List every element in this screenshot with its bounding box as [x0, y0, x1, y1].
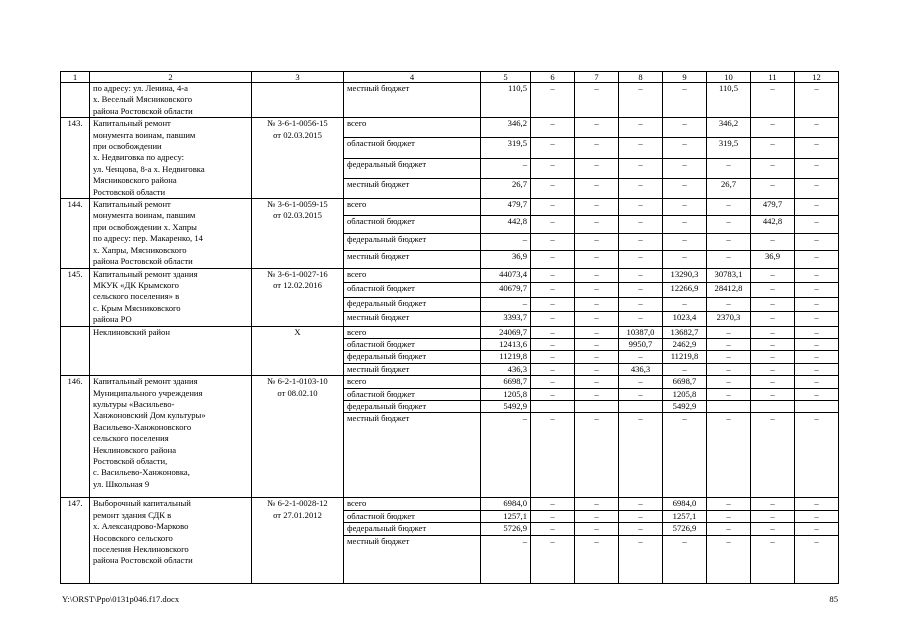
amount-cell: –: [575, 510, 619, 522]
amount-cell: –: [619, 283, 663, 298]
amount-cell: 436,3: [619, 363, 663, 375]
amount-cell: 28412,8: [707, 283, 751, 298]
amount-cell: 6698,7: [481, 376, 531, 388]
amount-cell: –: [531, 233, 575, 250]
amount-cell: 1257,1: [481, 510, 531, 522]
file-path: Y:\ORST\Ppo\0131p046.f17.docx: [62, 594, 180, 604]
amount-cell: –: [751, 268, 795, 283]
amount-cell: –: [531, 363, 575, 375]
amount-cell: –: [575, 535, 619, 583]
amount-cell: –: [707, 376, 751, 388]
amount-cell: –: [795, 338, 839, 350]
amount-cell: 3393,7: [481, 312, 531, 327]
amount-cell: –: [531, 338, 575, 350]
amount-cell: –: [751, 413, 795, 498]
amount-cell: 13682,7: [663, 326, 707, 338]
header-cell-2: 2: [90, 72, 252, 83]
amount-cell: –: [795, 118, 839, 138]
amount-cell: –: [663, 297, 707, 312]
amount-cell: –: [663, 216, 707, 233]
header-cell-1: 1: [61, 72, 90, 83]
amount-cell: 479,7: [751, 199, 795, 216]
amount-cell: [707, 400, 751, 412]
amount-cell: 346,2: [481, 118, 531, 138]
amount-cell: –: [795, 283, 839, 298]
amount-cell: –: [575, 199, 619, 216]
amount-cell: –: [751, 498, 795, 510]
amount-cell: 13290,3: [663, 268, 707, 283]
amount-cell: –: [575, 283, 619, 298]
amount-cell: –: [751, 312, 795, 327]
object-name: Выборочный капитальный ремонт здания СДК в х. Александрово-Марково Носовского сельского поселения Неклиновского района Ростовской области: [90, 498, 252, 583]
page-number: 85: [829, 594, 838, 604]
funding-source: федеральный бюджет: [344, 400, 481, 412]
amount-cell: –: [795, 535, 839, 583]
amount-cell: –: [619, 388, 663, 400]
funding-source: местный бюджет: [344, 363, 481, 375]
funding-source: местный бюджет: [344, 535, 481, 583]
amount-cell: –: [531, 158, 575, 178]
amount-cell: [751, 400, 795, 412]
amount-cell: –: [575, 233, 619, 250]
funding-source: федеральный бюджет: [344, 351, 481, 363]
funding-source: местный бюджет: [344, 83, 481, 118]
amount-cell: –: [707, 388, 751, 400]
amount-cell: –: [619, 297, 663, 312]
amount-cell: –: [751, 351, 795, 363]
amount-cell: –: [751, 83, 795, 118]
amount-cell: –: [795, 297, 839, 312]
amount-cell: –: [795, 388, 839, 400]
funding-source: всего: [344, 199, 481, 216]
amount-cell: –: [481, 535, 531, 583]
amount-cell: –: [619, 312, 663, 327]
amount-cell: –: [619, 118, 663, 138]
amount-cell: –: [575, 251, 619, 268]
object-name: Капитальный ремонт здания МКУК «ДК Крымского сельского поселения» в с. Крым Мясниковского района РО: [90, 268, 252, 326]
amount-cell: –: [795, 158, 839, 178]
amount-cell: –: [663, 535, 707, 583]
amount-cell: –: [707, 523, 751, 535]
document-number: № 3-6-1-0027-16 от 12.02.2016: [252, 268, 344, 326]
amount-cell: –: [575, 83, 619, 118]
amount-cell: 436,3: [481, 363, 531, 375]
amount-cell: –: [575, 158, 619, 178]
amount-cell: –: [575, 268, 619, 283]
amount-cell: –: [795, 83, 839, 118]
amount-cell: –: [531, 283, 575, 298]
amount-cell: –: [663, 178, 707, 198]
amount-cell: –: [795, 413, 839, 498]
amount-cell: 26,7: [481, 178, 531, 198]
amount-cell: 36,9: [751, 251, 795, 268]
amount-cell: 1205,8: [663, 388, 707, 400]
amount-cell: –: [531, 510, 575, 522]
document-number: № 6-2-1-0103-10 от 08.02.10: [252, 376, 344, 498]
table-row: [61, 376, 839, 388]
amount-cell: 1023,4: [663, 312, 707, 327]
amount-cell: –: [707, 351, 751, 363]
amount-cell: –: [619, 216, 663, 233]
amount-cell: –: [575, 178, 619, 198]
amount-cell: –: [575, 413, 619, 498]
funding-source: всего: [344, 376, 481, 388]
amount-cell: –: [663, 363, 707, 375]
amount-cell: –: [575, 118, 619, 138]
amount-cell: –: [795, 376, 839, 388]
amount-cell: 1257,1: [663, 510, 707, 522]
amount-cell: –: [619, 158, 663, 178]
amount-cell: –: [795, 199, 839, 216]
amount-cell: –: [795, 233, 839, 250]
amount-cell: –: [481, 158, 531, 178]
object-name: Капитальный ремонт здания Муниципального учреждения культуры «Васильево- Ханжоновский Дом культуры» Васильево-Ханжоновского сельского поселения Неклиновского района Ростовской области, с. Васильево-Ханжоновка, ул. Школьная 9: [90, 376, 252, 498]
amount-cell: 5726,9: [481, 523, 531, 535]
document-number: [252, 83, 344, 118]
table-row: [61, 83, 839, 118]
funding-source: областной бюджет: [344, 388, 481, 400]
amount-cell: [795, 400, 839, 412]
amount-cell: –: [531, 326, 575, 338]
amount-cell: –: [531, 199, 575, 216]
amount-cell: 2462,9: [663, 338, 707, 350]
amount-cell: –: [663, 118, 707, 138]
amount-cell: –: [531, 138, 575, 158]
amount-cell: –: [795, 268, 839, 283]
amount-cell: –: [531, 523, 575, 535]
amount-cell: 40679,7: [481, 283, 531, 298]
amount-cell: 6984,0: [663, 498, 707, 510]
funding-source: федеральный бюджет: [344, 158, 481, 178]
amount-cell: 442,8: [481, 216, 531, 233]
amount-cell: –: [575, 312, 619, 327]
amount-cell: –: [795, 351, 839, 363]
amount-cell: –: [575, 351, 619, 363]
header-cell-4: 4: [344, 72, 481, 83]
row-number: 144.: [61, 199, 90, 268]
amount-cell: –: [751, 297, 795, 312]
amount-cell: –: [619, 498, 663, 510]
amount-cell: –: [531, 498, 575, 510]
amount-cell: –: [751, 138, 795, 158]
amount-cell: –: [751, 178, 795, 198]
amount-cell: 44073,4: [481, 268, 531, 283]
amount-cell: –: [663, 158, 707, 178]
amount-cell: 12413,6: [481, 338, 531, 350]
amount-cell: –: [531, 83, 575, 118]
amount-cell: –: [795, 138, 839, 158]
amount-cell: 26,7: [707, 178, 751, 198]
row-number: [61, 83, 90, 118]
amount-cell: –: [663, 199, 707, 216]
amount-cell: –: [575, 138, 619, 158]
amount-cell: –: [481, 233, 531, 250]
amount-cell: –: [575, 363, 619, 375]
amount-cell: –: [619, 351, 663, 363]
amount-cell: –: [795, 216, 839, 233]
amount-cell: –: [707, 363, 751, 375]
amount-cell: –: [531, 413, 575, 498]
header-cell-5: 5: [481, 72, 531, 83]
amount-cell: –: [575, 376, 619, 388]
header-cell-11: 11: [751, 72, 795, 83]
document-number: № 3-6-1-0056-15 от 02.03.2015: [252, 118, 344, 199]
amount-cell: –: [707, 158, 751, 178]
amount-cell: –: [707, 338, 751, 350]
funding-source: всего: [344, 268, 481, 283]
amount-cell: –: [481, 413, 531, 498]
funding-source: местный бюджет: [344, 413, 481, 498]
table-row: [61, 199, 839, 216]
funding-source: федеральный бюджет: [344, 297, 481, 312]
header-cell-7: 7: [575, 72, 619, 83]
amount-cell: 30783,1: [707, 268, 751, 283]
amount-cell: –: [751, 233, 795, 250]
amount-cell: [575, 400, 619, 412]
amount-cell: 110,5: [481, 83, 531, 118]
funding-source: областной бюджет: [344, 510, 481, 522]
amount-cell: 319,5: [481, 138, 531, 158]
funding-source: всего: [344, 326, 481, 338]
funding-source: местный бюджет: [344, 312, 481, 327]
header-cell-10: 10: [707, 72, 751, 83]
amount-cell: 6984,0: [481, 498, 531, 510]
amount-cell: –: [575, 326, 619, 338]
document-number: № 3-6-1-0059-15 от 02.03.2015: [252, 199, 344, 268]
amount-cell: –: [619, 199, 663, 216]
amount-cell: –: [619, 178, 663, 198]
amount-cell: –: [531, 535, 575, 583]
amount-cell: 346,2: [707, 118, 751, 138]
header-cell-8: 8: [619, 72, 663, 83]
amount-cell: –: [575, 216, 619, 233]
amount-cell: –: [531, 268, 575, 283]
amount-cell: –: [575, 388, 619, 400]
table-row: [61, 268, 839, 283]
funding-source: местный бюджет: [344, 178, 481, 198]
amount-cell: –: [751, 283, 795, 298]
amount-cell: –: [751, 388, 795, 400]
object-name: по адресу: ул. Ленина, 4-а х. Веселый Мясниковского района Ростовской области: [90, 83, 252, 118]
funding-source: областной бюджет: [344, 138, 481, 158]
table-row: [61, 326, 839, 338]
header-cell-3: 3: [252, 72, 344, 83]
amount-cell: –: [575, 338, 619, 350]
amount-cell: –: [707, 251, 751, 268]
amount-cell: –: [531, 388, 575, 400]
document-number: Х: [252, 326, 344, 376]
amount-cell: –: [531, 178, 575, 198]
funding-source: областной бюджет: [344, 216, 481, 233]
amount-cell: –: [619, 251, 663, 268]
amount-cell: –: [707, 326, 751, 338]
amount-cell: –: [795, 326, 839, 338]
row-number: 146.: [61, 376, 90, 498]
amount-cell: 479,7: [481, 199, 531, 216]
amount-cell: –: [531, 312, 575, 327]
amount-cell: –: [663, 83, 707, 118]
amount-cell: –: [751, 363, 795, 375]
amount-cell: 10387,0: [619, 326, 663, 338]
amount-cell: –: [619, 233, 663, 250]
amount-cell: 110,5: [707, 83, 751, 118]
amount-cell: –: [751, 118, 795, 138]
amount-cell: –: [707, 510, 751, 522]
amount-cell: –: [707, 199, 751, 216]
amount-cell: –: [751, 338, 795, 350]
row-number: 145.: [61, 268, 90, 326]
amount-cell: 5492,9: [663, 400, 707, 412]
amount-cell: –: [751, 158, 795, 178]
amount-cell: 12266,9: [663, 283, 707, 298]
amount-cell: –: [575, 297, 619, 312]
header-cell-9: 9: [663, 72, 707, 83]
funding-source: федеральный бюджет: [344, 523, 481, 535]
amount-cell: –: [531, 251, 575, 268]
funding-source: всего: [344, 498, 481, 510]
table-row: [61, 498, 839, 510]
amount-cell: –: [707, 498, 751, 510]
amount-cell: –: [751, 376, 795, 388]
amount-cell: 11219,8: [663, 351, 707, 363]
amount-cell: –: [751, 326, 795, 338]
amount-cell: –: [795, 523, 839, 535]
budget-table: [60, 71, 839, 584]
row-number: 143.: [61, 118, 90, 199]
amount-cell: 319,5: [707, 138, 751, 158]
amount-cell: 442,8: [751, 216, 795, 233]
table-row: [61, 118, 839, 138]
amount-cell: 1205,8: [481, 388, 531, 400]
header-cell-6: 6: [531, 72, 575, 83]
amount-cell: –: [531, 216, 575, 233]
amount-cell: –: [795, 510, 839, 522]
funding-source: всего: [344, 118, 481, 138]
amount-cell: –: [531, 376, 575, 388]
amount-cell: –: [619, 83, 663, 118]
header-cell-12: 12: [795, 72, 839, 83]
amount-cell: –: [619, 535, 663, 583]
object-name: Капитальный ремонт монумента воинам, павшим при освобождении х. Недвиговка по адресу: ул. Ченцова, 8-а х. Недвиговка Мясниковского района Ростовской области: [90, 118, 252, 199]
amount-cell: –: [707, 413, 751, 498]
amount-cell: –: [663, 138, 707, 158]
amount-cell: [531, 400, 575, 412]
amount-cell: –: [707, 297, 751, 312]
amount-cell: –: [619, 523, 663, 535]
document-number: № 6-2-1-0028-12 от 27.01.2012: [252, 498, 344, 583]
amount-cell: –: [795, 251, 839, 268]
amount-cell: –: [795, 178, 839, 198]
amount-cell: –: [751, 510, 795, 522]
row-number: 147.: [61, 498, 90, 583]
amount-cell: –: [795, 363, 839, 375]
header-row: [61, 72, 839, 83]
funding-source: федеральный бюджет: [344, 233, 481, 250]
amount-cell: –: [531, 118, 575, 138]
funding-source: областной бюджет: [344, 283, 481, 298]
amount-cell: –: [663, 251, 707, 268]
amount-cell: –: [575, 523, 619, 535]
amount-cell: –: [795, 312, 839, 327]
amount-cell: 24069,7: [481, 326, 531, 338]
amount-cell: –: [619, 138, 663, 158]
amount-cell: 36,9: [481, 251, 531, 268]
amount-cell: –: [619, 413, 663, 498]
amount-cell: –: [707, 535, 751, 583]
amount-cell: 9950,7: [619, 338, 663, 350]
amount-cell: –: [531, 351, 575, 363]
amount-cell: –: [481, 297, 531, 312]
amount-cell: –: [619, 510, 663, 522]
amount-cell: –: [619, 376, 663, 388]
funding-source: местный бюджет: [344, 251, 481, 268]
amount-cell: –: [751, 535, 795, 583]
amount-cell: 6698,7: [663, 376, 707, 388]
amount-cell: [619, 400, 663, 412]
funding-source: областной бюджет: [344, 338, 481, 350]
amount-cell: –: [751, 523, 795, 535]
object-name: Капитальный ремонт монумента воинам, павшим при освобождении х. Хапры по адресу: пер. Макаренко, 14 х. Хапры, Мясниковского района Ростовской области: [90, 199, 252, 268]
amount-cell: 5492,9: [481, 400, 531, 412]
amount-cell: –: [663, 233, 707, 250]
object-name: Неклиновский район: [90, 326, 252, 376]
amount-cell: –: [707, 233, 751, 250]
amount-cell: –: [531, 297, 575, 312]
amount-cell: –: [795, 498, 839, 510]
amount-cell: 2370,3: [707, 312, 751, 327]
amount-cell: 5726,9: [663, 523, 707, 535]
amount-cell: –: [575, 498, 619, 510]
amount-cell: –: [707, 216, 751, 233]
amount-cell: –: [619, 268, 663, 283]
amount-cell: –: [663, 413, 707, 498]
amount-cell: 11219,8: [481, 351, 531, 363]
row-number: [61, 326, 90, 376]
